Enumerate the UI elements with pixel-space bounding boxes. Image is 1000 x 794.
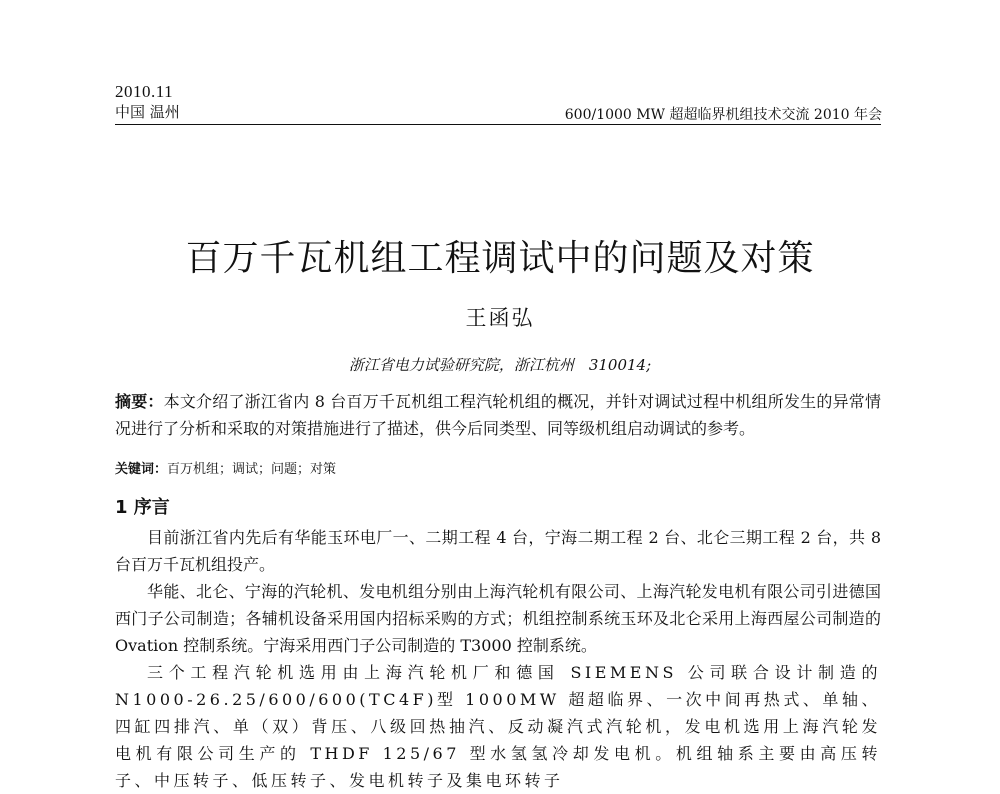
paragraph: 华能、北仑、宁海的汽轮机、发电机组分别由上海汽轮机有限公司、上海汽轮发电机有限公司引进德国西门子公司制造；各辅机设备采用国内招标采购的方式；机组控制系统玉环及北仑采用上海西屋公司制造的 Ovation 控制系统。宁海采用西门子公司制造的 T3000 控制系统。 [115,582,881,655]
running-header-left [115,82,180,122]
abstract-label: 摘要： [115,392,164,411]
header-location: 中国 温州 [115,103,180,121]
header-date: 2010.11 [115,82,174,101]
header-conference: 600/1000 MW 超超临界机组技术交流 2010 年会 [564,107,882,123]
paragraph: 三个工程汽轮机选用由上海汽轮机厂和德国 SIEMENS 公司联合设计制造的 N1000-26.25/600/600(TC4F)型 1000MW 超超临界、一次中间再热式、单轴、四缸四排汽、单（双）背压、八级回热抽汽、反动凝汽式汽轮机，发电机选用上海汽轮发电机有限公司生产的 THDF 125/67 型水氢氢冷却发电机。机组轴系主要由高压转子、中压转子、低压转子、发电机转子及集电环转子 [115,663,881,790]
header-rule [115,124,881,125]
paper-affiliation: 浙江省电力试验研究院，浙江杭州 310014; [348,356,652,374]
paper-author: 王函弘 [465,306,535,330]
section-body [115,524,881,794]
paragraph: 目前浙江省内先后有华能玉环电厂一、二期工程 4 台，宁海二期工程 2 台、北仑三期工程 2 台，共 8 台百万千瓦机组投产。 [115,528,881,574]
keywords [115,458,336,477]
section-heading: 1 序言 [115,497,170,518]
keywords-text: 百万机组；调试；问题；对策 [167,462,337,477]
paper-title: 百万千瓦机组工程调试中的问题及对策 [185,238,815,279]
keywords-label: 关键词： [115,462,168,477]
abstract-text: 本文介绍了浙江省内 8 台百万千瓦机组工程汽轮机组的概况，并针对调试过程中机组所发生的异常情况进行了分析和采取的对策措施进行了描述，供今后同类型、同等级机组启动调试的参考。 [115,392,881,438]
abstract [115,388,881,442]
